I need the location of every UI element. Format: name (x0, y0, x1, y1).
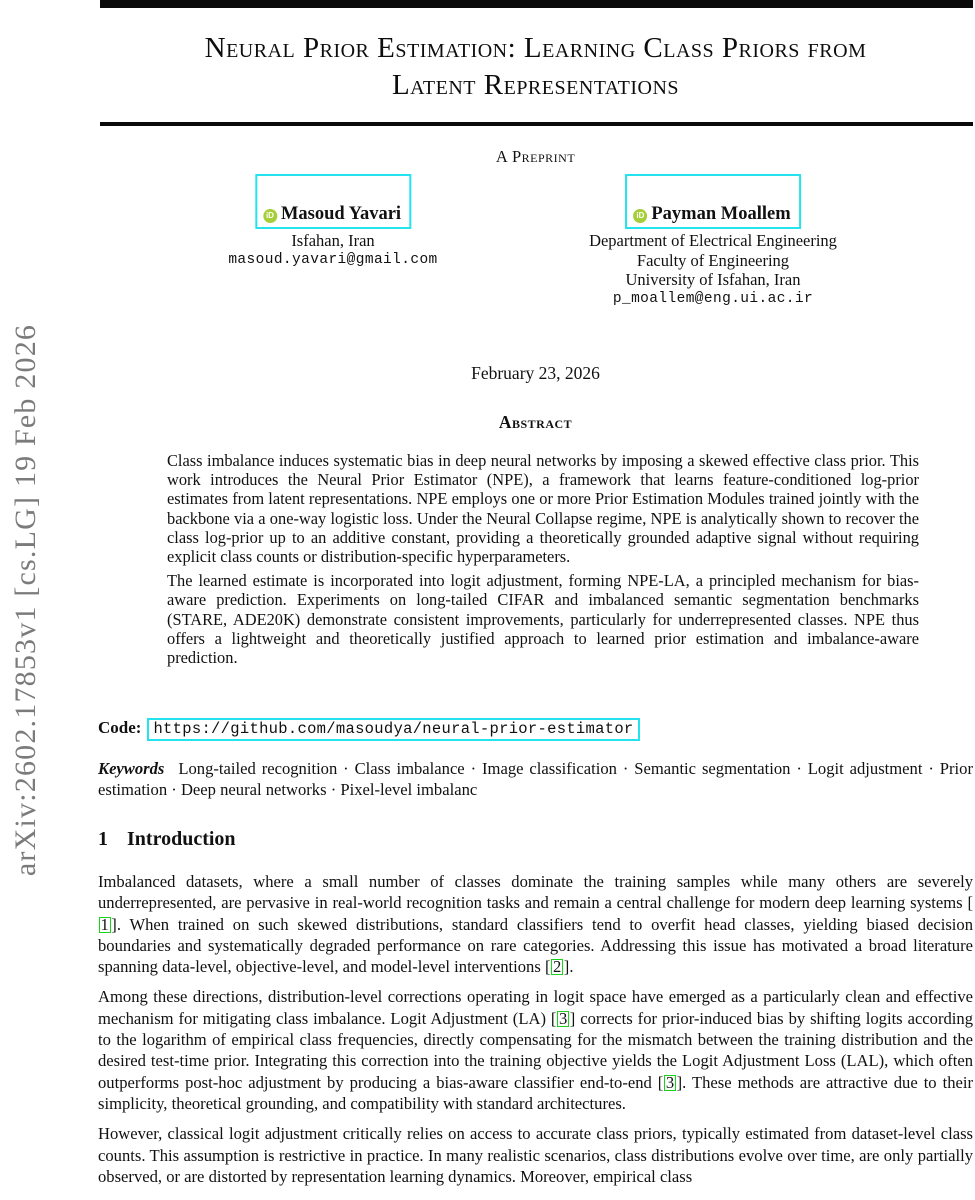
keywords-line (98, 758, 973, 800)
author-link-1[interactable] (255, 174, 411, 229)
paper-title-line2: Latent Representations (391, 69, 680, 101)
author-link-2[interactable] (625, 174, 800, 229)
title-rule (100, 122, 973, 126)
abstract-paragraph-2: The learned estimate is incorporated into logit adjustment, forming NPE-LA, a principled mechanism for bias-aware prediction. Experiments on long-tailed CIFAR and imbalanced semantic segmentation benchmarks (STARE, ADE20K) demonstrate consistent improvements, particularly for underrepresented classes. NPE thus offers a lightweight and theoretically justified approach to learned prior estimation and imbalance-aware prediction. (167, 571, 919, 668)
paper-title-line1: Neural Prior Estimation: Learning Class Priors from (204, 32, 867, 64)
author-name-2: iD Payman Moallem (633, 204, 790, 224)
section-number: 1 (98, 828, 108, 850)
author-block-2 (589, 174, 837, 309)
author-email: p_moallem@eng.ui.ac.ir (612, 290, 814, 307)
author-affiliation: Faculty of Engineering (636, 250, 790, 270)
intro-paragraph-2: Among these directions, distribution-level corrections operating in logit space have emerged as a particularly clean and effective mechanism for mitigating class imbalance. Logit Adjustment (LA) [ 3 ] corrects for prior-induced bias by shifting logits according to the logarithm of empirical class frequencies, directly compensating for the mismatch between the training distribution and the desired test-time prior. Integrating this correction into the training objective yields the Logit Adjustment Loss (LAL), which often outperforms post-hoc adjustment by producing a bias-aware classifier end-to-end [ 3 ]. These methods are attractive due to their simplicity, theoretical grounding, and compatibility with standard architectures. (98, 987, 973, 1113)
abstract-paragraph-1: Class imbalance induces systematic bias in deep neural networks by imposing a skewed effective class prior. This work introduces the Neural Prior Estimator (NPE), a framework that learns feature-conditioned log-prior estimates from latent representations. NPE employs one or more Prior Estimation Modules trained jointly with the backbone via a one-way logistic loss. Under the Neural Collapse regime, NPE is analytically shown to recover the class log-prior up to an additive constant, providing a theoretically grounded adaptive signal without requiring explicit class counts or distribution-specific hyperparameters. (167, 451, 919, 567)
top-rule (100, 0, 973, 8)
preprint-label: A Preprint (495, 147, 576, 166)
code-line (98, 718, 973, 741)
introduction-body (98, 871, 973, 1196)
citation-link[interactable]: 3 (558, 1008, 568, 1028)
orcid-icon[interactable]: iD (263, 209, 277, 223)
author-name-1: iD Masoud Yavari (263, 204, 401, 224)
code-label: Code: (98, 718, 142, 737)
arxiv-watermark: arXiv:2602.17853v1 [cs.LG] 19 Feb 2026 (9, 323, 42, 877)
orcid-icon[interactable]: iD (633, 209, 647, 223)
section-heading-introduction (98, 828, 973, 851)
author-block-1 (228, 174, 437, 270)
citation-link[interactable]: 2 (553, 957, 562, 977)
author-affiliation: Department of Electrical Engineering (589, 231, 837, 250)
paper-date: February 23, 2026 (471, 363, 600, 383)
keywords-label: Keywords (98, 759, 165, 778)
abstract-body (167, 451, 919, 672)
intro-paragraph-1: Imbalanced datasets, where a small number of classes dominate the training samples while many others are severely underrepresented, are pervasive in real-world recognition tasks and remain a central challenge for modern deep learning systems [1 ]. When trained on such skewed distributions, standard classifiers tend to overfit head classes, yielding biased decision boundaries and systematically degraded performance on rare categories. Addressing this issue has motivated a broad literature spanning data-level, objective-level, and model-level interventions [ 2 ]. (98, 872, 973, 977)
code-repository-link[interactable]: https://github.com/masoudya/neural-prior-estimator (147, 718, 639, 741)
keywords-text: Long-tailed recognition · Class imbalance · Image classification · Semantic segmentation · Logit adjustment · Prior estimation · Deep neural networks · Pixel-level imbalanc (98, 759, 973, 799)
citation-link[interactable]: 3 (665, 1072, 675, 1092)
citation-link[interactable]: 1 (100, 914, 109, 934)
intro-paragraph-3: However, classical logit adjustment critically relies on access to accurate class priors, typically estimated from dataset-level class counts. This assumption is restrictive in practice. In many realistic scenarios, class distributions evolve over time, are only partially observed, or are distorted by representation learning dynamics. Moreover, empirical class (98, 1124, 973, 1186)
section-title: Introduction (127, 828, 236, 850)
author-email: masoud.yavari@gmail.com (228, 251, 438, 268)
author-affiliation: University of Isfahan, Iran (625, 270, 801, 290)
paper-title (98, 30, 973, 104)
author-affiliation: Isfahan, Iran (291, 231, 375, 250)
abstract-heading: Abstract (498, 412, 573, 432)
